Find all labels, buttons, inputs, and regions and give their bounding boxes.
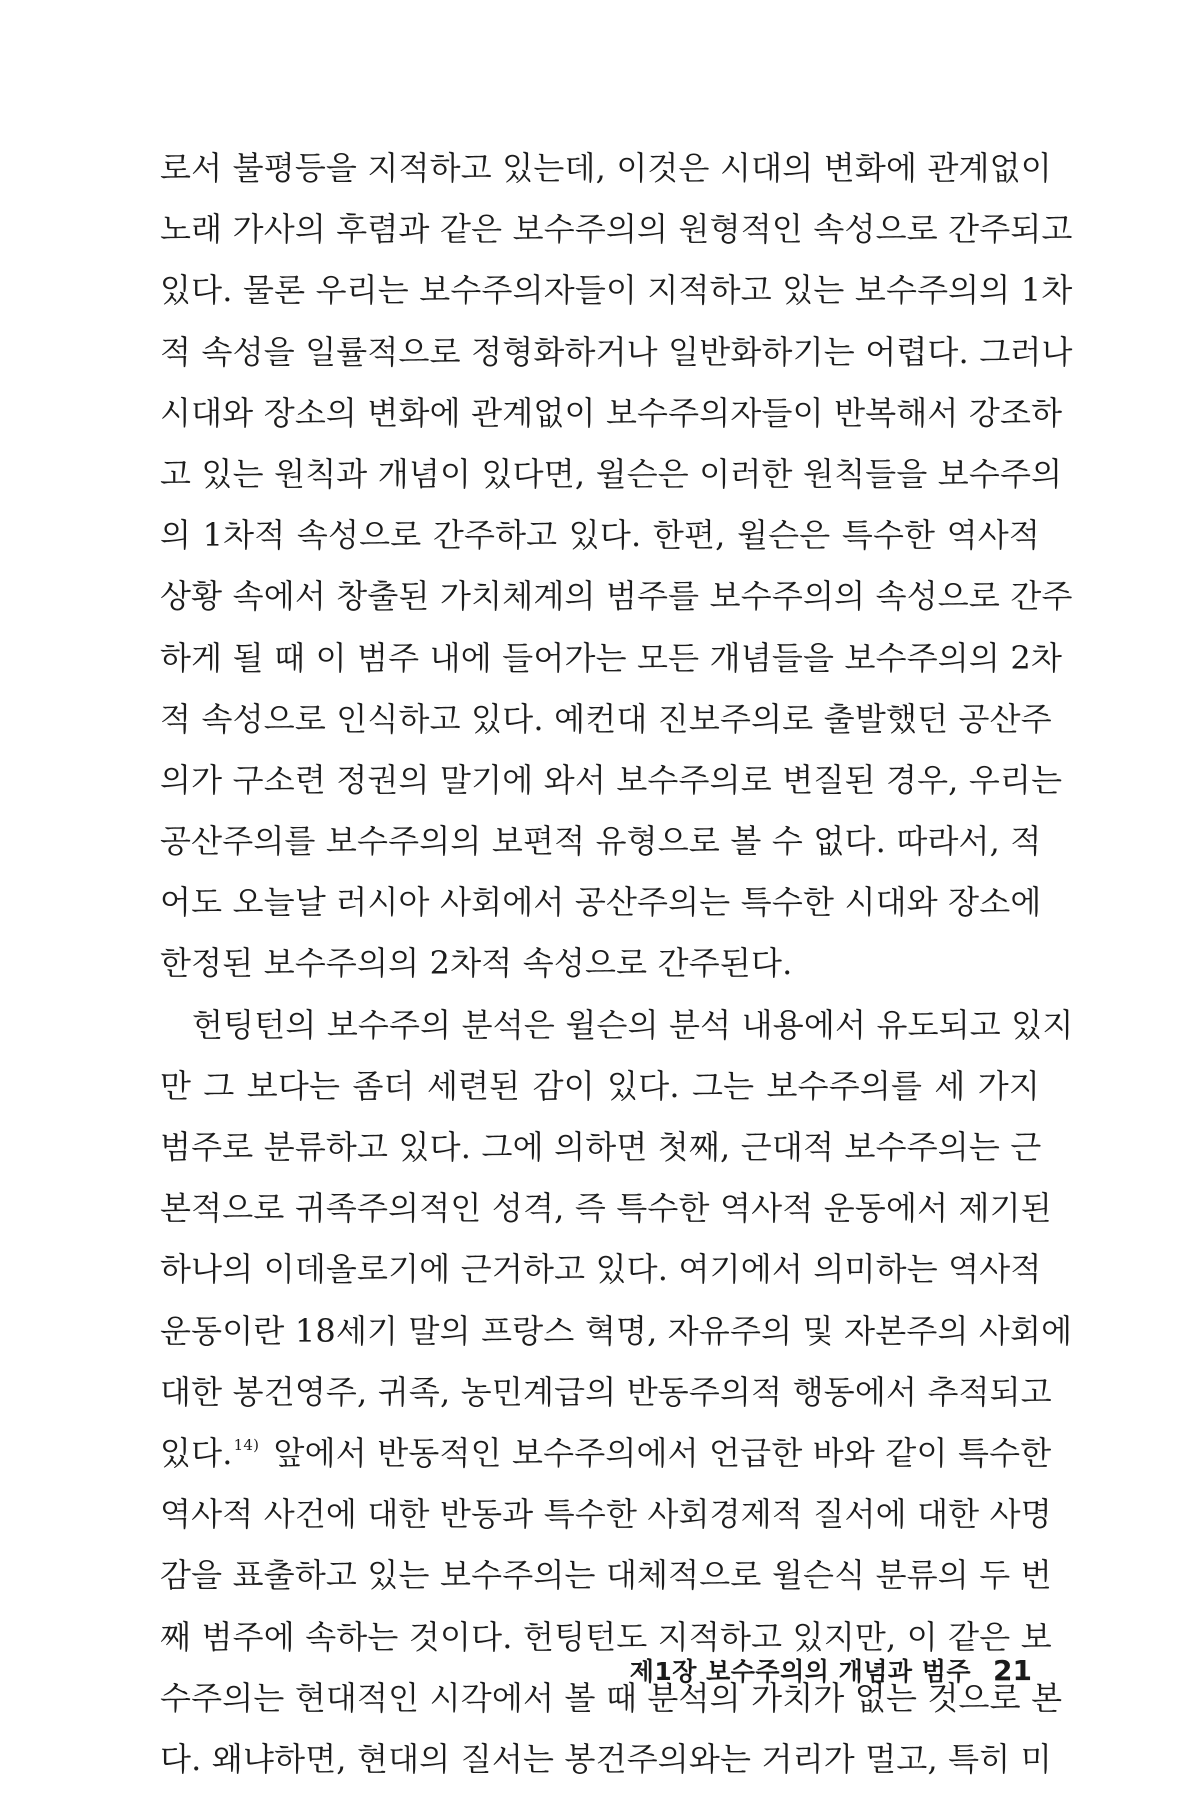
- text-line: 하게 될 때 이 범주 내에 들어가는 모든 개념들을 보수주의의 2차: [160, 638, 1063, 677]
- text-line: 감을 표출하고 있는 보수주의는 대체적으로 윌슨식 분류의 두 번: [160, 1556, 1052, 1595]
- body-text: [160, 138, 1074, 1790]
- text-line: 범주로 분류하고 있다. 그에 의하면 첫째, 근대적 보수주의는 근: [160, 1128, 1042, 1166]
- running-head: 제1장 보수주의의 개념과 범주: [629, 1657, 972, 1686]
- text-line: 의 1차적 속성으로 간주하고 있다. 한편, 윌슨은 특수한 역사적: [160, 516, 1040, 555]
- text-line: 고 있는 원칙과 개념이 있다면, 윌슨은 이러한 원칙들을 보수주의: [160, 454, 1063, 493]
- page-number: 21: [993, 1654, 1032, 1687]
- text-line: 의가 구소련 정권의 말기에 와서 보수주의로 변질된 경우, 우리는: [160, 760, 1063, 799]
- footnote-marker[interactable]: 14): [233, 1435, 260, 1454]
- text-line: 공산주의를 보수주의의 보편적 유형으로 볼 수 없다. 따라서, 적: [160, 822, 1042, 861]
- text-line: 헌팅턴의 보수주의 분석은 윌슨의 분석 내용에서 유도되고 있지: [192, 1005, 1074, 1044]
- text-line: 적 속성으로 인식하고 있다. 예컨대 진보주의로 출발했던 공산주: [160, 699, 1052, 738]
- text-line: 대한 봉건영주, 귀족, 농민계급의 반동주의적 행동에서 추적되고: [160, 1372, 1052, 1411]
- text-line: 한정된 보수주의의 2차적 속성으로 간주된다.: [160, 944, 793, 983]
- text-line: 노래 가사의 후렴과 같은 보수주의의 원형적인 속성으로 간주되고: [160, 210, 1073, 249]
- page-footer: [0, 1652, 1032, 1700]
- text-line: 있다. 물론 우리는 보수주의자들이 지적하고 있는 보수주의의 1차: [160, 271, 1073, 310]
- text-line: 째 범주에 속하는 것이다. 헌팅턴도 지적하고 있지만, 이 같은 보: [160, 1617, 1052, 1656]
- text-line: 역사적 사건에 대한 반동과 특수한 사회경제적 질서에 대한 사명: [160, 1495, 1052, 1534]
- line-end: 앞에서 반동적인 보수주의에서 언급한 바와 같이 특수한: [273, 1433, 1052, 1472]
- paragraph-1: [160, 138, 1073, 995]
- text-line: 어도 오늘날 러시아 사회에서 공산주의는 특수한 시대와 장소에: [160, 883, 1042, 922]
- text-line: 본적으로 귀족주의적인 성격, 즉 특수한 역사적 운동에서 제기된: [160, 1189, 1052, 1228]
- text-line: 운동이란 18세기 말의 프랑스 혁명, 자유주의 및 자본주의 사회에: [160, 1311, 1073, 1350]
- text-line: 만 그 보다는 좀더 세련된 감이 있다. 그는 보수주의를 세 가지: [160, 1066, 1040, 1105]
- text-line: 상황 속에서 창출된 가치체계의 범주를 보수주의의 속성으로 간주: [160, 577, 1073, 616]
- text-line-with-footnote: [160, 1423, 1052, 1484]
- text-line: 하나의 이데올로기에 근거하고 있다. 여기에서 의미하는 역사적: [160, 1250, 1042, 1289]
- text-line: 로서 불평등을 지적하고 있는데, 이것은 시대의 변화에 관계없이: [160, 149, 1052, 187]
- text-line: 수주의는 현대적인 시각에서 볼 때 분석의 가치가 없는 것으로 본: [160, 1678, 1063, 1717]
- line-start: 있다.: [160, 1433, 233, 1472]
- text-line: 다. 왜냐하면, 현대의 질서는 봉건주의와는 거리가 멀고, 특히 미: [160, 1739, 1052, 1778]
- text-line: 적 속성을 일률적으로 정형화하거나 일반화하기는 어렵다. 그러나: [160, 332, 1073, 371]
- text-line: 시대와 장소의 변화에 관계없이 보수주의자들이 반복해서 강조하: [160, 393, 1063, 432]
